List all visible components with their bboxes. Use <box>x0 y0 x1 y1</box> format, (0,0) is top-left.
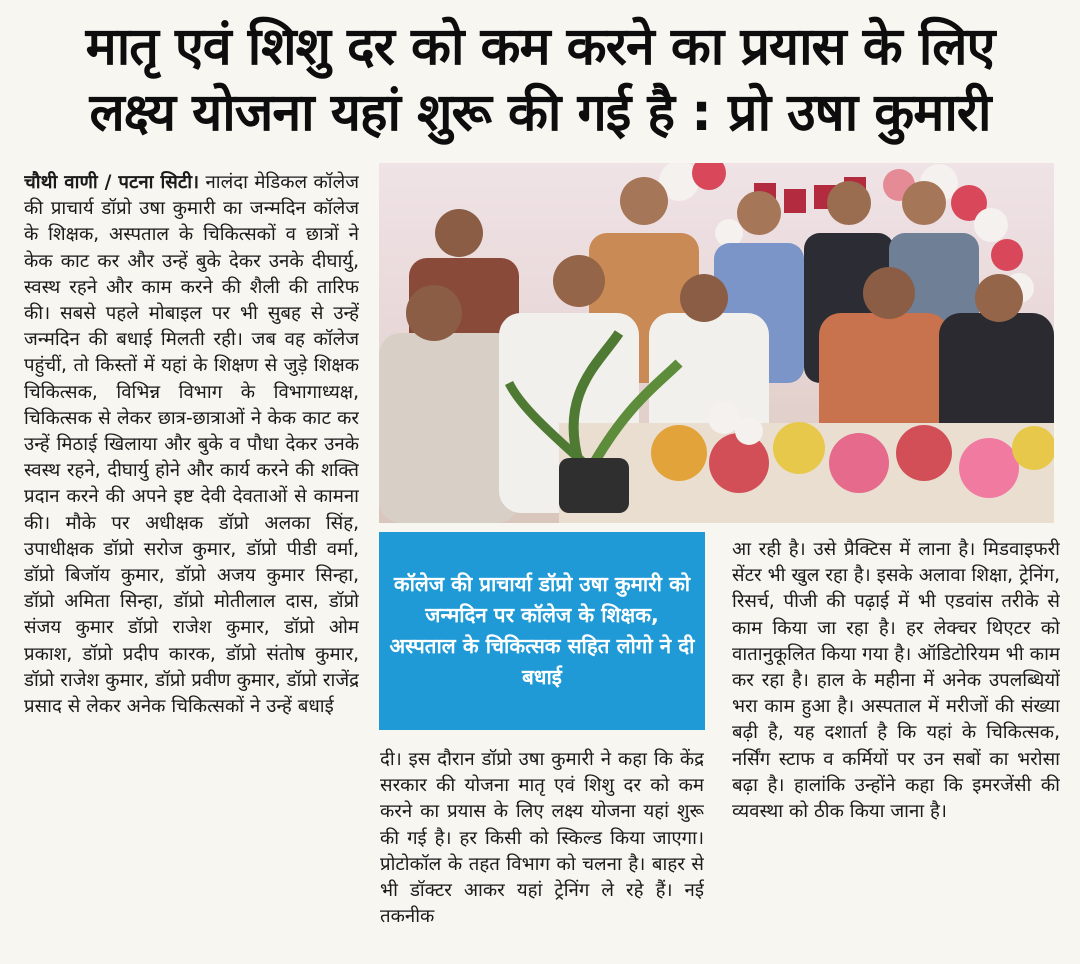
headline <box>18 14 1062 146</box>
highlight-text: कॉलेज की प्राचार्या डॉप्रो उषा कुमारी को जन्मदिन पर कॉलेज के शिक्षक, अस्पताल के चिकित्सक सहित लोगो ने दी बधाई <box>389 572 695 689</box>
article-column-2 <box>380 747 704 959</box>
article-column-3 <box>732 537 1060 959</box>
headline-line-1: मातृ एवं शिशु दर को कम करने का प्रयास के लिए <box>85 17 995 77</box>
article-column-3-text: आ रही है। उसे प्रैक्टिस में लाना है। मिडवाइफरी सेंटर भी खुल रहा है। इसके अलावा शिक्षा, ट्रेनिंग, रिसर्च, पीजी की पढ़ाई में भी एडवांस तरीके से काम किया जा रहा है। हर लेक्चर थिएटर को वातानुकूलित किया गया है। ऑडिटोरियम भी काम कर रहा है। हाल के महीना में अनेक उपलब्धियों भरा काम हुआ है। अस्पताल में मरीजों की संख्या बढ़ी है, यह दशार्ता है कि यहां के चिकित्सक, नर्सिंग स्टाफ व कर्मियों पर उन सबों का भरोसा बढ़ा है। हालांकि उन्होंने कहा कि इमरजेंसी की व्यवस्था को ठीक किया जाना है। <box>732 539 1060 823</box>
highlight-box <box>379 532 705 730</box>
photo-illustration <box>379 163 1054 523</box>
article-column-1 <box>24 170 359 954</box>
headline-line-2: लक्ष्य योजना यहां शुरू की गई है : प्रो उषा कुमारी <box>89 83 991 143</box>
article-column-1-text: नालंदा मेडिकल कॉलेज की प्राचार्य डॉप्रो उषा कुमारी का जन्मदिन कॉलेज के शिक्षक, अस्पताल के चिकित्सकों व छात्रों ने केक काट कर और उन्हें बुके देकर उनके दीघार्यु, स्वस्थ रहने और काम करने की शैली की तारिफ की। सबसे पहले मोबाइल पर भी सुबह से उन्हें जन्मदिन की बधाई मिलती रही। जब वह कॉलेज पहुंचीं, तो किस्तों में यहां के शिक्षण से जुड़े शिक्षक चिकित्सक, विभिन्न विभाग के विभागाध्यक्ष, चिकित्सक से लेकर छात्र-छात्राओं ने केक काट कर उन्हें मिठाई खिलाया और बुके व पौधा देकर उनके स्वस्थ रहने, दीघार्यु होने और कार्य करने की शक्ति प्रदान करने की अपने इष्ट देवी देवताओं से कामना की। मौके पर अधीक्षक डॉप्रो अलका सिंह, उपाधीक्षक डॉप्रो सरोज कुमार, डॉप्रो पीडी वर्मा, डॉप्रो बिजॉय कुमार, डॉप्रो अजय कुमार सिन्हा, डॉप्रो अमिता सिन्हा, डॉप्रो मोतीलाल दास, डॉप्रो संजय कुमार डॉप्रो राजेश कुमार, डॉप्रो ओम प्रकाश, डॉप्रो प्रदीप कारक, डॉप्रो संतोष कुमार, डॉप्रो राजेश कुमार, डॉप्रो प्रवीण कुमार, डॉप्रो राजेंद्र प्रसाद से लेकर अनेक चिकित्सकों ने उन्हें बधाई <box>24 172 359 718</box>
article-column-2-text: दी। इस दौरान डॉप्रो उषा कुमारी ने कहा कि केंद्र सरकार की योजना मातृ एवं शिशु दर को कम करने का प्रयास के लिए लक्ष्य योजना यहां शुरू की गई है। हर किसी को स्किल्ड किया जाएगा। प्रोटोकॉल के तहत विभाग को चलना है। बाहर से भी डॉक्टर आकर यहां ट्रेनिंग ले रहे हैं। नई तकनीक <box>380 749 704 928</box>
dateline: चौथी वाणी / पटना सिटी। <box>24 172 200 193</box>
news-photo <box>379 163 1054 523</box>
